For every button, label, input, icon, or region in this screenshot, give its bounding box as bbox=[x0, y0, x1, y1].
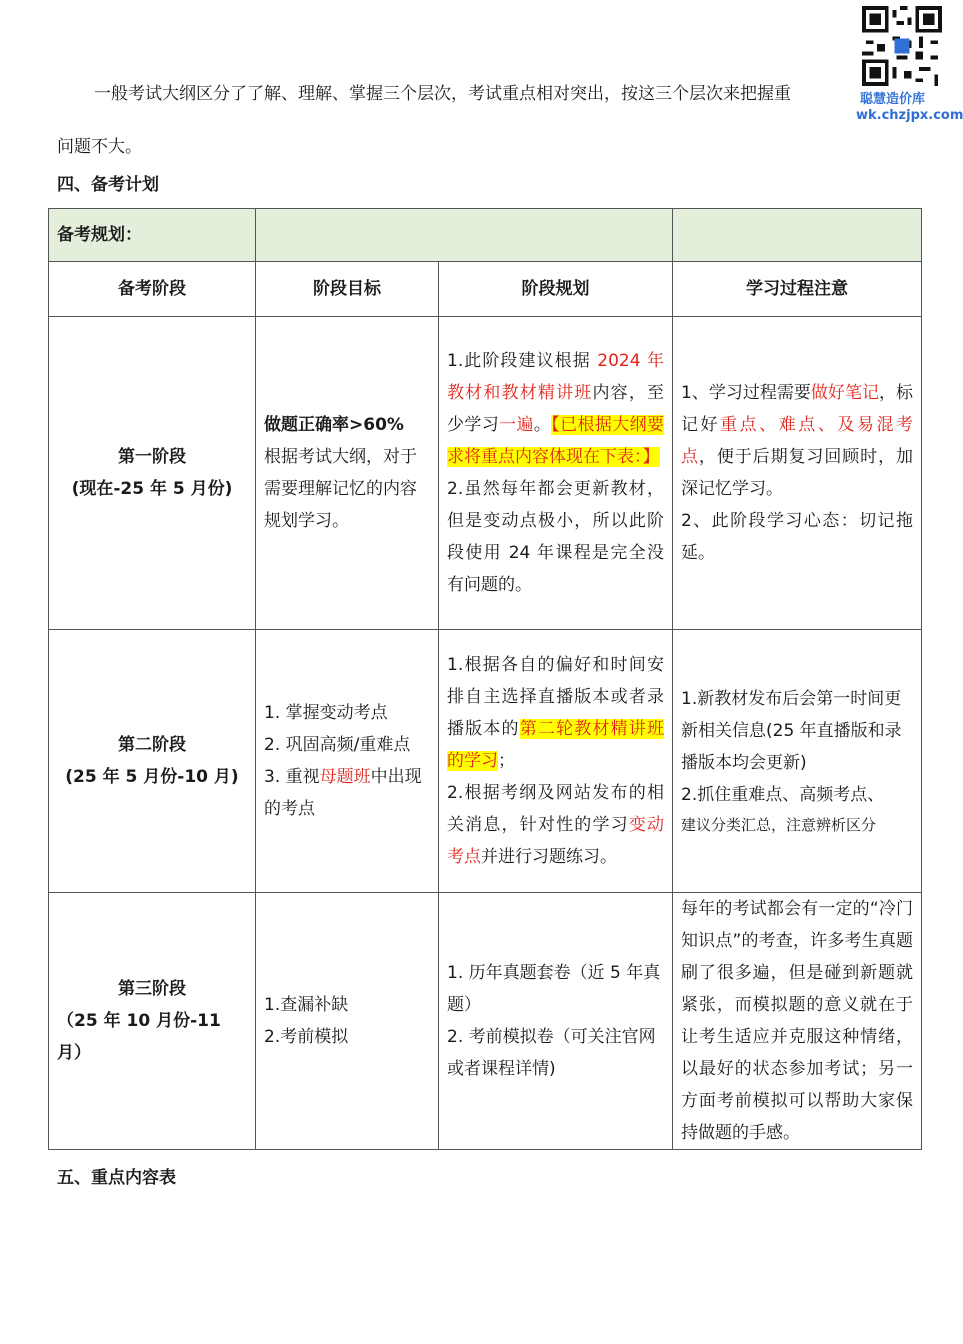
goal-highlight: 做题正确率>60% bbox=[264, 415, 404, 435]
goal-text: 中出现的考点 bbox=[264, 767, 422, 819]
notes-text: ，便于后期复习回顾时，加深记忆学习。 bbox=[681, 447, 914, 499]
plan-text: 并进行习题练习。 bbox=[481, 847, 617, 867]
qr-code-icon bbox=[862, 6, 942, 86]
notes-cell bbox=[673, 317, 922, 630]
stage-cell bbox=[49, 317, 256, 630]
notes-text: 1.新教材发布后会第一时间更新相关信息(25 年直播版和录播版本均会更新) bbox=[681, 689, 902, 773]
notes-text: 1、学习过程需要 bbox=[681, 383, 811, 403]
plan-text: 2.根据考纲及网站发布的相关消息，针对性的学习 bbox=[447, 783, 664, 835]
column-header-goal: 阶段目标 bbox=[256, 262, 439, 317]
site-watermark: wk.chzjpx.com bbox=[856, 108, 963, 123]
notes-cell: 每年的考试都会有一定的“冷门知识点”的考查，许多考生真题刷了很多遍，但是碰到新题就紧张，而模拟题的意义就在于让考生适应并克服这种情绪，以最好的状态参加考试；另一方面考前模拟可以帮助大家保持做题的手感。 bbox=[673, 893, 922, 1150]
goal-item: 1. 掌握变动考点 bbox=[264, 703, 388, 723]
column-header-row bbox=[49, 262, 922, 317]
plan-text: 1.此阶段建议根据 bbox=[447, 351, 598, 371]
plan-red-text: 变动考点 bbox=[447, 815, 665, 867]
goal-item: 1.查漏补缺 bbox=[264, 995, 349, 1015]
goal-item bbox=[264, 761, 430, 825]
goal-item: 2.考前模拟 bbox=[264, 1027, 349, 1047]
plan-red-text: 2024 年教材和教材精讲班 bbox=[447, 351, 665, 403]
stage-name: 第一阶段 bbox=[118, 447, 186, 467]
intro-paragraph bbox=[57, 68, 857, 174]
intro-line-2: 问题不大。 bbox=[57, 137, 142, 157]
table-header-blank-right bbox=[673, 209, 922, 262]
plan-text: 内容，至少学习 bbox=[447, 383, 665, 435]
notes-red-text: 做好笔记 bbox=[810, 383, 879, 403]
plan-text: 1.根据各自的偏好和时间安排自主选择直播版本或者录播版本的 bbox=[447, 655, 664, 739]
stage-cell bbox=[49, 630, 256, 893]
table-header-row bbox=[49, 209, 922, 262]
plan-cell bbox=[439, 317, 673, 630]
plan-red-text: 一遍 bbox=[499, 415, 534, 435]
plan-highlighted-text: 第二轮教材精讲班的学习 bbox=[447, 719, 665, 771]
plan-cell bbox=[439, 630, 673, 893]
study-plan-table bbox=[48, 208, 922, 1150]
section-5-title: 五、重点内容表 bbox=[57, 1168, 176, 1188]
plan-item: 2. 考前模拟卷（可关注官网或者课程详情) bbox=[447, 1027, 656, 1079]
stage-period: (25 年 5 月份-10 月) bbox=[65, 767, 239, 787]
goal-text: 根据考试大纲，对于需要理解记忆的内容规划学习。 bbox=[264, 447, 417, 531]
plan-text: 2.虽然每年都会更新教材，但是变动点极小，所以此阶段使用 24 年课程是完全没有问题的。 bbox=[447, 479, 664, 595]
notes-cell bbox=[673, 630, 922, 893]
table-header-label: 备考规划： bbox=[49, 209, 256, 262]
stage-name: 第三阶段 bbox=[118, 979, 186, 999]
plan-text: ； bbox=[498, 751, 515, 771]
goal-cell bbox=[256, 630, 439, 893]
stage-cell bbox=[49, 893, 256, 1150]
table-row bbox=[49, 893, 922, 1150]
column-header-plan: 阶段规划 bbox=[439, 262, 673, 317]
intro-line-1: 一般考试大纲区分了了解、理解、掌握三个层次，考试重点相对突出，按这三个层次来把握重 bbox=[94, 84, 791, 104]
goal-cell bbox=[256, 893, 439, 1150]
table-row bbox=[49, 630, 922, 893]
brand-watermark: 聪慧造价库 bbox=[860, 92, 926, 107]
plan-item: 1. 历年真题套卷（近 5 年真题） bbox=[447, 963, 661, 1015]
table-row bbox=[49, 317, 922, 630]
plan-highlighted-text: 【已根据大纲要求将重点内容体现在下表：】 bbox=[447, 415, 664, 467]
table-header-blank bbox=[256, 209, 673, 262]
notes-text: 2、此阶段学习心态：切记拖延。 bbox=[681, 511, 913, 563]
goal-red-text: 母题班 bbox=[319, 767, 371, 787]
plan-text: 。 bbox=[533, 415, 552, 435]
section-4-title: 四、备考计划 bbox=[57, 175, 159, 195]
column-header-stage: 备考阶段 bbox=[49, 262, 256, 317]
goal-cell bbox=[256, 317, 439, 630]
stage-name: 第二阶段 bbox=[118, 735, 186, 755]
notes-red-text: 重点、难点、及易混考点 bbox=[681, 415, 914, 467]
goal-text: 3. 重视 bbox=[264, 767, 320, 787]
notes-text: 2.抓住重难点、高频考点、 bbox=[681, 785, 885, 805]
notes-text: 建议分类汇总，注意辨析区分 bbox=[681, 816, 877, 834]
column-header-notes: 学习过程注意 bbox=[673, 262, 922, 317]
plan-cell bbox=[439, 893, 673, 1150]
notes-text: ，标记好 bbox=[681, 383, 913, 435]
stage-period: （25 年 10 月份-11 月） bbox=[57, 1011, 221, 1063]
goal-item: 2. 巩固高频/重难点 bbox=[264, 735, 411, 755]
stage-period: (现在-25 年 5 月份) bbox=[71, 479, 233, 499]
